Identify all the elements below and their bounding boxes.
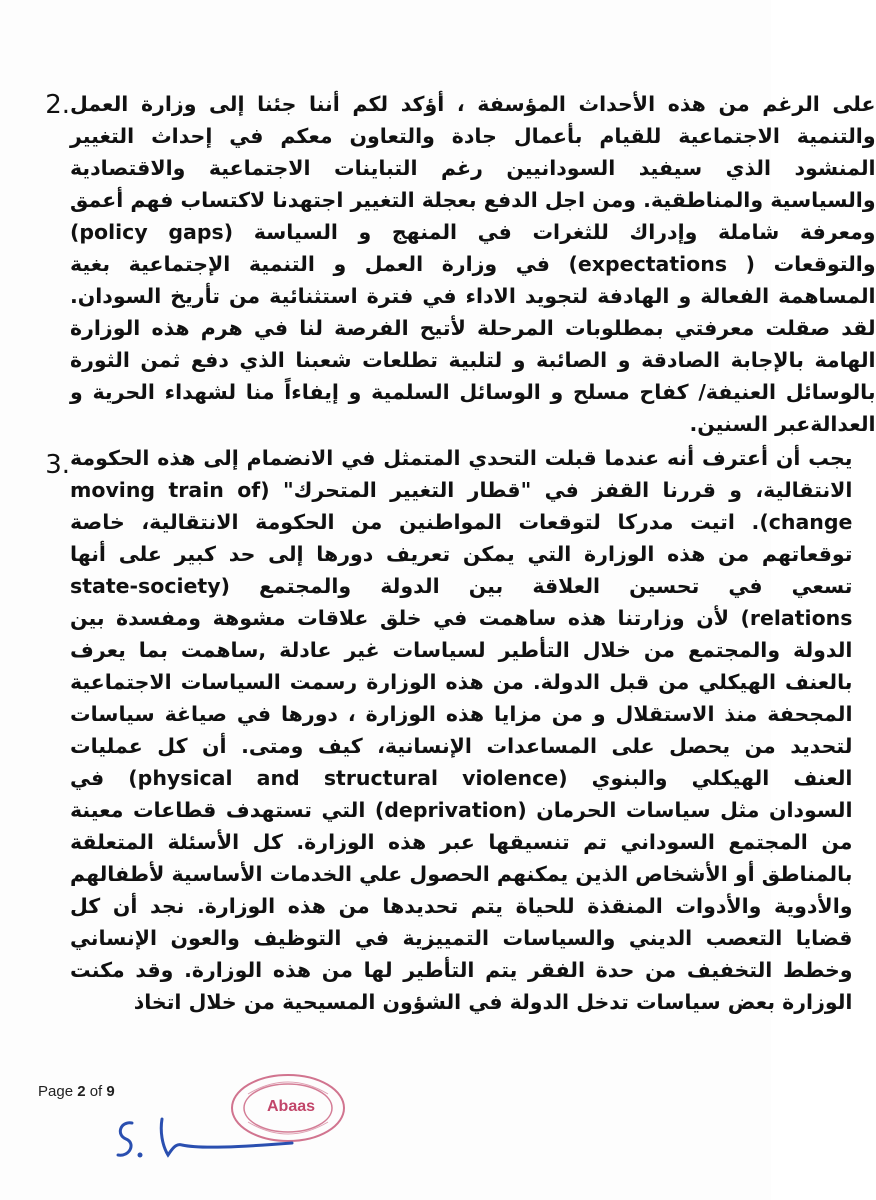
handwritten-signature-icon [110, 1105, 310, 1165]
paragraph-line: لتحديد من يحصل على المساعدات الإنسانية، كيف ومتى. أن كل عمليات [70, 734, 853, 758]
paragraph-number: 3. [45, 450, 70, 480]
paragraph-line: ومعرفة شاملة وإدراك للثغرات في المنهج و السياسة (policy gaps) [70, 220, 876, 244]
paragraph-line: بالعنف الهيكلي من قبل الدولة. من هذه الوزارة رسمت السياسات الاجتماعية [70, 670, 853, 694]
stamp-name: Abaas [266, 1098, 316, 1115]
paragraph-line: والسياسية والمناطقية. ومن اجل الدفع بعجلة التغيير اجتهدنا لاكتساب فهم أعمق [70, 188, 876, 212]
paragraph-line: بالمناطق أو الأشخاص الذين يمكنهم الحصول علي الخدمات الأساسية لأطفالهم [70, 862, 853, 886]
page-prefix: Page [38, 1083, 78, 1100]
paragraph-line: وخطط التخفيف من حدة الفقر يتم التأطير لها من هذه الوزارة. وقد مكنت [70, 958, 853, 982]
paragraph-line: والتنمية الاجتماعية للقيام بأعمال جادة والتعاون معكم في إحداث التغيير [70, 124, 876, 148]
numbered-paragraph-3 [38, 442, 853, 1018]
page-number-label [38, 1083, 115, 1100]
paragraph-line: العدالةعبر السنين. [689, 412, 876, 436]
paragraph-line: relations) لأن وزارتنا هذه ساهمت في خلق علاقات مشوهة ومفسدة بين [70, 606, 853, 630]
page-current: 2 [77, 1083, 86, 1100]
paragraph-line: المساهمة الفعالة و الهادفة لتجويد الاداء في فترة استثنائية من تأريخ السودان. [70, 284, 876, 308]
numbered-paragraph-2 [38, 88, 876, 440]
paragraph-line: الدولة والمجتمع من خلال التأطير لسياسات غير عادلة ,ساهمت بما يعرف [70, 638, 853, 662]
paragraph-line: توقعاتهم من هذه الوزارة التي يمكن تعريف دورها إلى حد كبير على أنها [70, 542, 853, 566]
paragraph-line: على الرغم من هذه الأحداث المؤسفة ، أؤكد لكم أننا جئنا إلى وزارة العمل [70, 92, 876, 116]
paragraph-line: الوزارة بعض سياسات تدخل الدولة في الشؤون المسيحية من خلال اتخاذ [133, 990, 853, 1014]
paragraph-line: بالوسائل العنيفة/ كفاح مسلح و الوسائل السلمية و إيفاءاً منا لشهداء الحرية و [70, 380, 876, 404]
paragraph-line: والأدوية والأدوات المنقذة للحياة يتم تحديدها من هذه الوزارة. نجد أن كل [70, 894, 853, 918]
paragraph-line: الهامة بالإجابة الصادقة و الصائبة و لتلبية تطلعات شعبنا الذي دفع ثمن الثورة [70, 348, 876, 372]
paragraph-line: تسعي في تحسين العلاقة بين الدولة والمجتمع (state-society [70, 574, 853, 598]
paragraph-line: المجحفة منذ الاستقلال و من مزايا هذه الوزارة ، دورها في صياغة سياسات [70, 702, 853, 726]
paragraph-line: السودان مثل سياسات الحرمان (deprivation) التي تستهدف قطاعات معينة [70, 798, 853, 822]
paragraph-line: العنف الهيكلي والبنوي (physical and structural violence) في [70, 766, 853, 790]
paragraph-line: يجب أن أعترف أنه عندما قبلت التحدي المتمثل في الانضمام إلى هذه الحكومة [70, 446, 853, 470]
document-body [38, 88, 876, 1018]
page-total: 9 [106, 1083, 115, 1100]
paragraph-line: الانتقالية، و قررنا القفز في "قطار التغيير المتحرك" (moving train of [70, 478, 853, 502]
paragraph-text [70, 88, 876, 440]
page-of: of [85, 1083, 107, 1100]
paragraph-line: المنشود الذي سيفيد السودانيين رغم التباينات الاجتماعية والاقتصادية [70, 156, 876, 180]
paragraph-line: من المجتمع السوداني تم تنسيقها عبر هذه الوزارة. كل الأسئلة المتعلقة [70, 830, 853, 854]
paragraph-text [70, 442, 852, 1018]
paragraph-line: والتوقعات ( expectations) في وزارة العمل و التنمية الإجتماعية بغية [70, 252, 876, 276]
paragraph-line: قضايا التعصب الديني والسياسات التمييزية في التوظيف والعون الإنساني [70, 926, 853, 950]
paragraph-line: change). اتيت مدركا لتوقعات المواطنين من الحكومة الانتقالية، خاصة [70, 510, 853, 534]
paragraph-line: لقد صقلت معرفتي بمطلوبات المرحلة لأتيح الفرصة لنا في هرم هذه الوزارة [70, 316, 876, 340]
paragraph-number: 2. [45, 90, 70, 120]
